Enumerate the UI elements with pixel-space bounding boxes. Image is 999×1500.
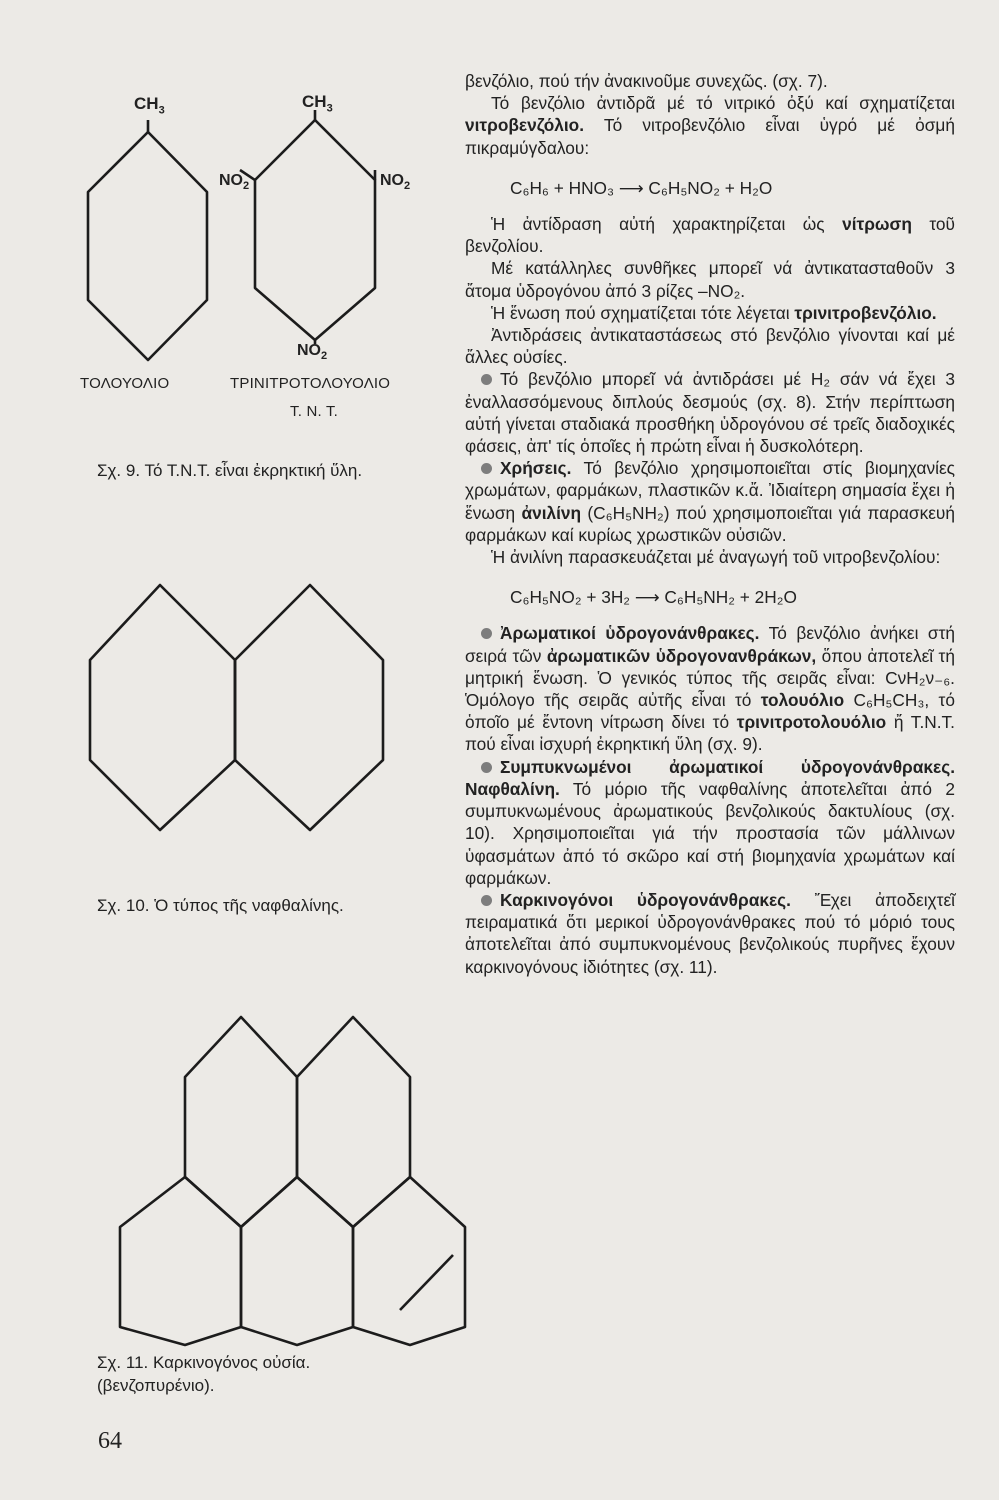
toluene-name: ΤΟΛΟΥΟΛΙΟ [80, 375, 170, 392]
fig11-caption-line2: (βενζοπυρένιο). [97, 1376, 215, 1395]
bullet-icon [481, 463, 492, 474]
para-naphthalene: Συμπυκνωμένοι ἀρωματικοί ὑδρογονάνθρακες. Ναφθαλίνη. Τό μόριο τῆς ναφθαλίνης ἀποτελεῖται ἀπό 2 συμπυκνωμένους ἀρωματικούς βενζολικούς δακτυλίους (σχ. 10). Χρησιμοποιεῖται γιά τήν προστασία τῶν μάλλινων ὑφασμάτων ἀπό τό σκῶρο καί στή βιομηχανία χρωμάτων καί φαρμάκων. [465, 756, 955, 888]
fig10-naphthalene [85, 575, 395, 895]
fig9-structures [70, 90, 430, 370]
para-aromatic: Ἀρωματικοί ὑδρογονάνθρακες. Τό βενζόλιο ἀνήκει στή σειρά τῶν ἀρωματικῶν ὑδρογονανθράκων, ὅπου ἀποτελεῖ τή μητρική ἕνωση. Ὁ γενικός τύπος τῆς σειρᾶς εἶναι: CνH₂ν₋₆. Ὁμόλογο τῆς σειρᾶς αὐτῆς εἶναι τό τολουόλιο C₆H₅CH₃, τό ὁποῖο μέ ἔντονη νίτρωση δίνει τό τρινιτροτολουόλιο ἤ Τ.Ν.Τ. πού εἶναι ἰσχυρή ἐκρηκτική ὕλη (σχ. 9). [465, 623, 956, 755]
fig11-caption-line1: Σχ. 11. Καρκινογόνος οὐσία. [97, 1353, 311, 1372]
tnt-ring [255, 120, 375, 340]
para-nitration-name: Ἡ ἀντίδραση αὐτή χαρακτηρίζεται ὡς νίτρωση τοῦ βενζολίου. [465, 214, 955, 257]
tnt-abbr: Τ. Ν. Τ. [290, 403, 339, 420]
tnt-no2-bottom-label: $NO_2$ [297, 342, 328, 363]
para-substitution: Μέ κατάλληλες συνθῆκες μπορεῖ νά ἀντικατασταθοῦν 3 ἄτομα ὑδρογόνου ἀπό 3 ρίζες –NO₂. [465, 258, 955, 301]
para-hydrogenation: Τό βενζόλιο μπορεῖ νά ἀντιδράσει μέ H₂ σάν νά ἔχει 3 ἐναλλασσόμενους διπλούς δεσμούς (σχ. 8). Στήν περίπτωση αὐτή γίνεται σταδιακά προσθήκη ὑδρογόνου σέ τρεῖς διαδοχικές φάσεις, ἀπ' τίς ὁποῖες ἡ πρώτη εἶναι ἡ δυσκολότερη. [465, 369, 955, 457]
equation-nitration: C₆H₆ + HNO₃ ⟶ C₆H₅NO₂ + H₂O [510, 177, 773, 198]
tnt-no2-left-label: $NO_2$ [219, 172, 250, 193]
bullet-icon [481, 628, 492, 639]
toluene-ch3-label: $CH_3$ [134, 94, 165, 117]
tnt-ch3-label: $CH_3$ [302, 92, 333, 115]
fig9-caption: Σχ. 9. Τό Τ.Ν.Τ. εἶναι ἐκρηκτική ὕλη. [97, 461, 363, 480]
bullet-icon [481, 895, 492, 906]
para-carcinogenic: Καρκινογόνοι ὑδρογονάνθρακες. Ἔχει ἀποδειχτεῖ πειραματικά ὅτι μερικοί ὑδρογονάνθρακες πού τό μόριό τους ἀποτελεῖται ἀπό συμπυκνομένους βενζολικούς πυρῆνες ἔχουν καρκινογόνους ἰδιότητες (σχ. 11). [465, 889, 955, 977]
tnt-name: ΤΡΙΝΙΤΡΟΤΟΛΟΥΟΛΙΟ [230, 375, 391, 392]
bullet-icon [481, 374, 492, 385]
bullet-icon [481, 762, 492, 773]
para-trinitrobenzene: Ἡ ἕνωση πού σχηματίζεται τότε λέγεται τρινιτροβενζόλιο. [491, 302, 937, 323]
para-other-reactions: Ἀντιδράσεις ἀντικαταστάσεως στό βενζόλιο γίνονται καί μέ ἄλλες οὐσίες. [465, 325, 955, 368]
para-aniline-prep: Ἡ ἀνιλίνη παρασκευάζεται μέ ἀναγωγή τοῦ νιτροβενζολίου: [491, 547, 941, 568]
para-uses: Χρήσεις. Τό βενζόλιο χρησιμοποιεῖται στίς βιομηχανίες χρωμάτων, φαρμάκων, πλαστικῶν κ.ἄ. Ἰδιαίτερη σημασία ἔχει ἡ ἕνωση ἀνιλίνη (C₆H₅NH₂) πού χρησιμοποιεῖται γιά παρασκευή φαρμάκων καί κυρίως χρωστικῶν οὐσιῶν. [465, 458, 955, 545]
naphthalene-right-ring [235, 585, 383, 830]
tnt-no2-right-label: $NO_2$ [380, 172, 411, 193]
toluene-ring [88, 132, 207, 360]
fig10-caption: Σχ. 10. Ὁ τύπος τῆς ναφθαλίνης. [97, 896, 344, 915]
text-column [465, 70, 955, 978]
fig11-benzopyrene [100, 965, 450, 1335]
page-number: 64 [98, 1428, 122, 1454]
equation-aniline: C₆H₅NO₂ + 3H₂ ⟶ C₆H₅NH₂ + 2H₂O [510, 587, 797, 608]
para-nitration-intro: Τό βενζόλιο ἀντιδρᾶ μέ τό νιτρικό ὀξύ καί σχηματίζεται νιτροβενζόλιο. Τό νιτροβενζόλιο εἶναι ὑγρό μέ ὀσμή πικραμύγδαλου: [465, 93, 955, 158]
naphthalene-left-ring [90, 585, 235, 830]
para-1: βενζόλιο, πού τήν ἀνακινοῦμε συνεχῶς. (σχ. 7). [465, 71, 828, 91]
